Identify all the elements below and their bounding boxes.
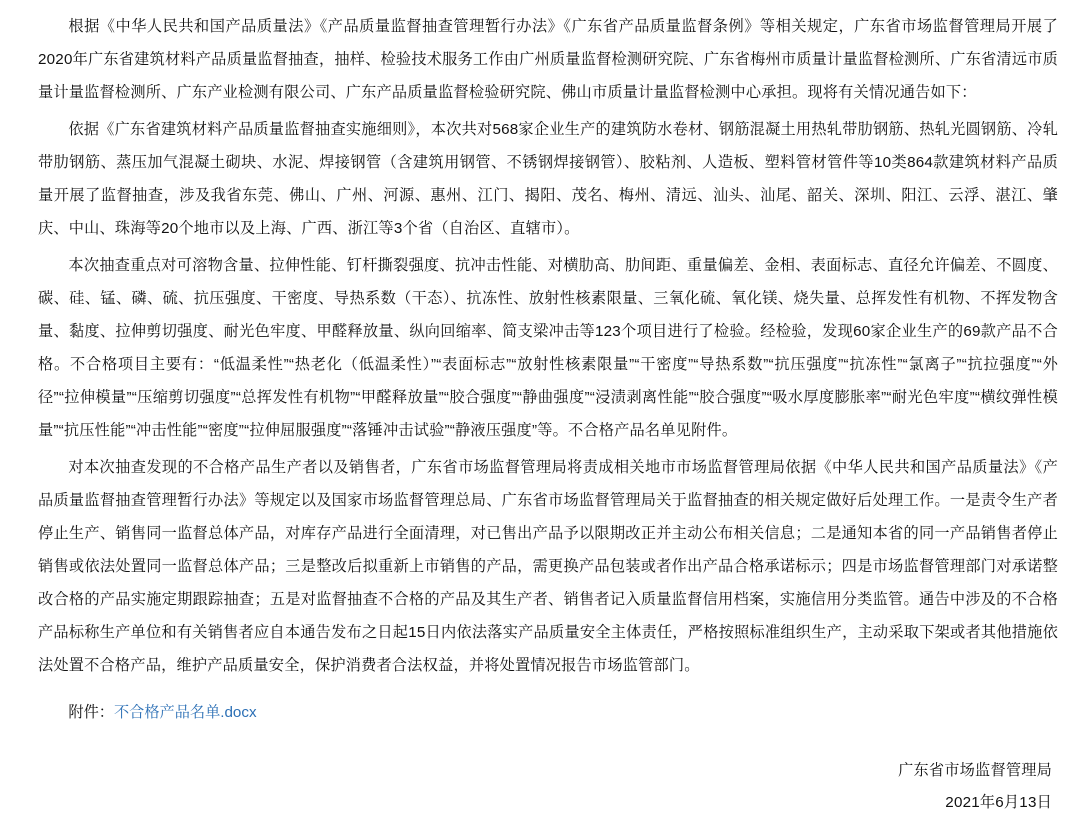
attachment-line — [38, 696, 1058, 729]
signature-block — [38, 755, 1058, 819]
paragraph-1: 根据《中华人民共和国产品质量法》《产品质量监督抽查管理暂行办法》《广东省产品质量监督条例》等相关规定，广东省市场监督管理局开展了2020年广东省建筑材料产品质量监督抽查，抽样、检验技术服务工作由广州质量监督检测研究院、广东省梅州市质量计量监督检测所、广东省清远市质量计量监督检测所、广东产业检测有限公司、广东产品质量监督检验研究院、佛山市质量计量监督检测中心承担。现将有关情况通告如下： — [38, 18, 1058, 101]
paragraph-2: 依据《广东省建筑材料产品质量监督抽查实施细则》，本次共对568家企业生产的建筑防水卷材、钢筋混凝土用热轧带肋钢筋、热轧光圆钢筋、冷轧带肋钢筋、蒸压加气混凝土砌块、水泥、焊接钢管（含建筑用钢管、不锈钢焊接钢管）、胶粘剂、人造板、塑料管材管件等10类864款建筑材料产品质量开展了监督抽查，涉及我省东莞、佛山、广州、河源、惠州、江门、揭阳、茂名、梅州、清远、汕头、汕尾、韶关、深圳、阳江、云浮、湛江、肇庆、中山、珠海等20个地市以及上海、广西、浙江等3个省（自治区、直辖市）。 — [38, 121, 1058, 237]
signature-issuer: 广东省市场监督管理局 — [898, 762, 1052, 779]
paragraph-4: 对本次抽查发现的不合格产品生产者以及销售者，广东省市场监督管理局将责成相关地市市场监督管理局依据《中华人民共和国产品质量法》《产品质量监督抽查管理暂行办法》等规定以及国家市场监督管理总局、广东省市场监督管理局关于监督抽查的相关规定做好后处理工作。一是责令生产者停止生产、销售同一监督总体产品，对库存产品进行全面清理，对已售出产品予以限期改正并主动公布相关信息；二是通知本省的同一产品销售者停止销售或依法处置同一监督总体产品；三是整改后拟重新上市销售的产品，需更换产品包装或者作出产品合格承诺标示；四是市场监督管理部门对承诺整改合格的产品实施定期跟踪抽查；五是对监督抽查不合格的产品及其生产者、销售者记入质量监督信用档案，实施信用分类监管。通告中涉及的不合格产品标称生产单位和有关销售者应自本通告发布之日起15日内依法落实产品质量安全主体责任，严格按照标准组织生产，主动采取下架或者其他措施依法处置不合格产品，维护产品质量安全，保护消费者合法权益，并将处置情况报告市场监管部门。 — [38, 459, 1058, 674]
signature-date: 2021年6月13日 — [945, 794, 1052, 811]
attachment-label: 附件： — [68, 704, 114, 721]
attachment-file-link[interactable]: 不合格产品名单.docx — [113, 704, 257, 721]
paragraph-3: 本次抽查重点对可溶物含量、拉伸性能、钉杆撕裂强度、抗冲击性能、对横肋高、肋间距、重量偏差、金相、表面标志、直径允许偏差、不圆度、碳、硅、锰、磷、硫、抗压强度、干密度、导热系数（干态）、抗冻性、放射性核素限量、三氧化硫、氧化镁、烧失量、总挥发性有机物、不挥发物含量、黏度、拉伸剪切强度、耐光色牢度、甲醛释放量、纵向回缩率、简支梁冲击等123个项目进行了检验。经检验，发现60家企业生产的69款产品不合格。不合格项目主要有：“低温柔性”“热老化（低温柔性）”“表面标志”“放射性核素限量”“干密度”“导热系数”“抗压强度”“抗冻性”“氯离子”“抗拉强度”“外径”“拉伸模量”“压缩剪切强度”“总挥发性有机物”“甲醛释放量”“胶合强度”“静曲强度”“浸渍剥离性能”“胶合强度”“吸水厚度膨胀率”“耐光色牢度”“横纹弹性模量”“抗压性能”“冲击性能”“密度”“拉伸屈服强度”“落锤冲击试验”“静液压强度”等。不合格产品名单见附件。 — [38, 257, 1058, 439]
